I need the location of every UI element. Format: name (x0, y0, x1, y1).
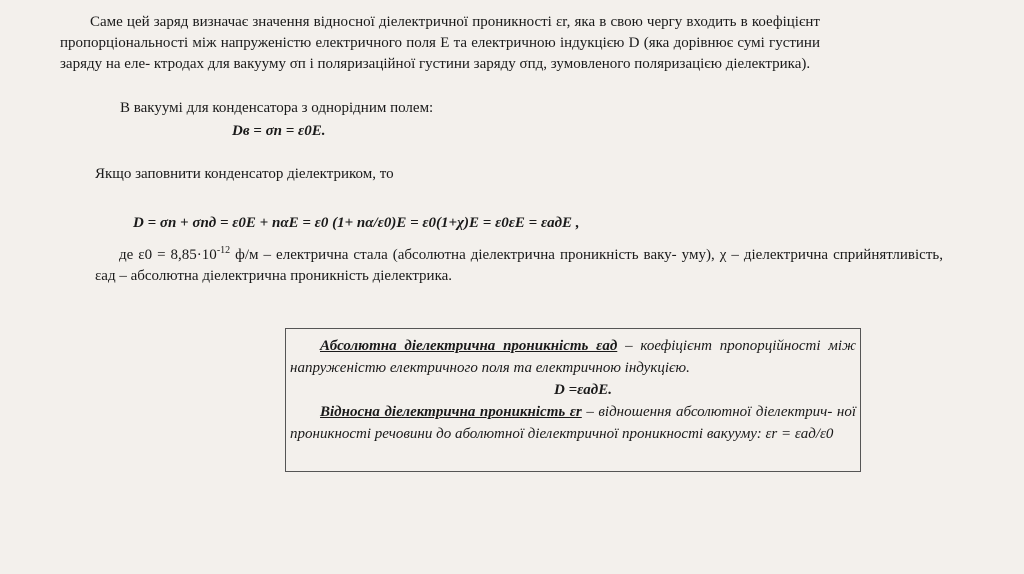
box-formula: D =εадE. (554, 382, 612, 398)
constants-text-prefix: де ε0 = 8,85·10 (119, 247, 217, 263)
term-relative-permittivity: Відносна діелектрична проникність εr (320, 404, 582, 420)
definition-text-relative: – відношення абсолютної діелектрич- ної проникності речовини до аболютної діелектричної проникності вакууму: εr = εад/ε0 (290, 404, 856, 442)
formula-vacuum-induction: Dв = σп = ε0E. (232, 123, 326, 139)
formula-dielectric-induction: D = σп + σпд = ε0E + nαE = ε0 (1+ nα/ε0)E = ε0(1+χ)E = ε0εE = εадE , (133, 215, 580, 231)
paragraph-vacuum-capacitor: В вакуумі для конденсатора з однорідним полем: (120, 100, 434, 116)
definition-box (285, 328, 861, 472)
paragraph-relative-permittivity: Саме цей заряд визначає значення відносної діелектричної проникності εr, яка в свою чергу входить в коефіцієнт пропорціональності між напруженістю електричного поля E та електричною індукцією D (яка дорівнює сумі густини заряду на еле- ктродах для вакууму σп і поляризаційної густини заряду σпд, зумовленого поляризацією діелектрика). (60, 14, 820, 72)
paragraph-fill-dielectric: Якщо заповнити конденсатор діелектриком, то (95, 166, 394, 182)
term-absolute-permittivity: Абсолютна діелектрична проникність εад (320, 338, 618, 354)
exponent: -12 (216, 245, 231, 256)
definition-relative-permittivity (290, 401, 856, 445)
constants-text-suffix: ф/м – електрична стала (абсолютна діелектрична проникність ваку- уму), χ – діелектрична сприйнятливість, εад – абсолютна діелектрична проникність діелектрика. (95, 247, 943, 284)
definition-text-absolute: – коефіцієнт пропорційності між напруженістю електричного поля та електричною індукцією. (290, 338, 856, 376)
paragraph-constants-definitions (95, 245, 943, 287)
definition-absolute-permittivity (290, 335, 856, 379)
